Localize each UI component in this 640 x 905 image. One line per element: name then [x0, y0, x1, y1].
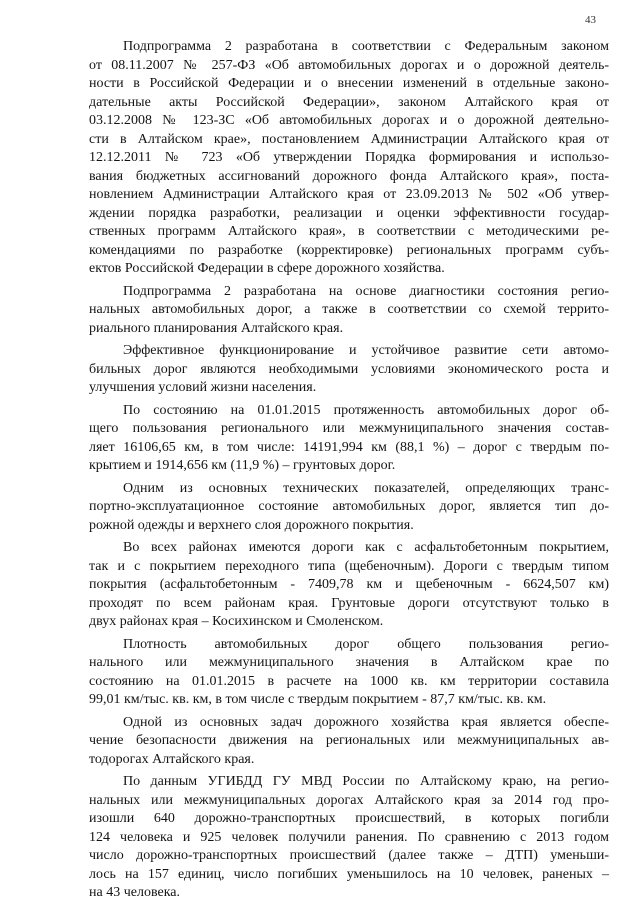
paragraph [89, 283, 609, 339]
text-line: 03.12.2008 № 123-ЗС «Об автомобильных дорогах и о дорожной деятельно- [89, 113, 609, 128]
text-line: Одним из основных технических показателей, определяющих транс- [123, 480, 609, 496]
text-line: комендациями по разработке (корректировке) региональных программ субъ- [89, 242, 609, 258]
text-line: состоянию на 01.01.2015 в расчете на 1000 кв. км территории составила [89, 673, 609, 689]
paragraph [89, 480, 609, 536]
text-line: ляет 16106,65 км, в том числе: 14191,994 км (88,1 %) – дорог с твердым по- [89, 439, 609, 455]
text-line: тодорогах Алтайского края. [89, 751, 255, 767]
text-line: портно-эксплуатационное состояние автомобильных дорог, является тип до- [89, 499, 609, 514]
text-line: По данным УГИБДД ГУ МВД России по Алтайскому краю, на регио- [123, 774, 609, 789]
text-line: сти в Алтайском крае», постановлением Администрации Алтайского края от [89, 131, 609, 147]
text-line: ждении порядка разработки, реализации и оценки эффективности государ- [89, 205, 609, 221]
text-line: нального или межмуниципального значения в Алтайском крае по [89, 655, 609, 670]
text-line: чение безопасности движения на региональных или межмуниципальных ав- [89, 733, 609, 748]
text-line: на 43 человека. [89, 885, 180, 900]
text-line: щего пользования регионального или межмуниципального значения состав- [89, 421, 609, 436]
text-line: Во всех районах имеются дороги как с асфальтобетонным покрытием, [123, 540, 609, 555]
text-line: 99,01 км/тыс. кв. км, в том числе с твердым покрытием - 87,7 км/тыс. кв. км. [89, 692, 547, 707]
text-line: новлением Администрации Алтайского края от 23.09.2013 № 502 «Об утвер- [89, 187, 609, 202]
document-body [89, 38, 609, 903]
text-line: Подпрограмма 2 разработана в соответствии с Федеральным законом [123, 39, 609, 54]
text-line: Подпрограмма 2 разработана на основе диагностики состояния регио- [123, 283, 609, 299]
paragraph [89, 402, 609, 476]
text-line: бильных дорог являются необходимыми условиями экономического роста и [89, 361, 609, 377]
text-line: от 08.11.2007 № 257-ФЗ «Об автомобильных дорогах и о дорожной деятель- [89, 57, 609, 73]
paragraph [89, 342, 609, 398]
paragraph [89, 38, 609, 279]
page-number: 43 [585, 14, 596, 26]
text-line: 12.12.2011 № 723 «Об утверждении Порядка формирования и использо- [89, 150, 609, 165]
paragraph [89, 539, 609, 632]
paragraph [89, 636, 609, 710]
text-line: ственных программ Алтайского края», в соответствии с методическими ре- [89, 224, 609, 239]
text-line: ности в Российской Федерации и о внесении изменений в отдельные законо- [89, 76, 609, 91]
text-line: лось на 157 единиц, число погибших уменьшилось на 10 человек, раненых – [89, 866, 609, 882]
text-line: улучшения условий жизни населения. [89, 380, 317, 395]
text-line: По состоянию на 01.01.2015 протяженность автомобильных дорог об- [123, 402, 609, 418]
text-line: крытием и 1914,656 км (11,9 %) – грунтовых дорог. [89, 458, 396, 473]
text-line: вания бюджетных ассигнований дорожного фонда Алтайского края», поста- [89, 168, 609, 184]
text-line: проходят по всем районам края. Грунтовые дороги отсутствуют только в [89, 595, 609, 611]
paragraph [89, 773, 609, 903]
text-line: 124 человека и 925 человек получили ранения. По сравнению с 2013 годом [89, 829, 609, 845]
text-line: нальных или межмуниципальных дорогах Алтайского края за 2014 год про- [89, 792, 609, 808]
text-line: нальных автомобильных дорог, а также в соответствии со схемой террито- [89, 302, 609, 317]
text-line: ектов Российской Федерации в сфере дорожного хозяйства. [89, 261, 445, 276]
text-line: дательные акты Российской Федерации», законом Алтайского края от [89, 94, 609, 110]
text-line: Одной из основных задач дорожного хозяйства края является обеспе- [123, 714, 609, 730]
text-line: покрытия (асфальтобетонным - 7409,78 км и щебеночным - 6624,507 км) [89, 577, 609, 592]
text-line: так и с покрытием переходного типа (щебеночным). Дороги с твердым типом [89, 558, 609, 574]
text-line: Плотность автомобильных дорог общего пользования регио- [123, 636, 609, 652]
text-line: рожной одежды и верхнего слоя дорожного покрытия. [89, 517, 414, 533]
text-line: изошли 640 дорожно-транспортных происшествий, в которых погибли [89, 811, 609, 826]
paragraph [89, 714, 609, 770]
text-line: риального планирования Алтайского края. [89, 320, 344, 336]
text-line: двух районах края – Косихинском и Смоленском. [89, 614, 384, 629]
text-line: число дорожно-транспортных происшествий (далее также – ДТП) уменьши- [89, 848, 609, 863]
text-line: Эффективное функционирование и устойчивое развитие сети автомо- [123, 343, 609, 358]
